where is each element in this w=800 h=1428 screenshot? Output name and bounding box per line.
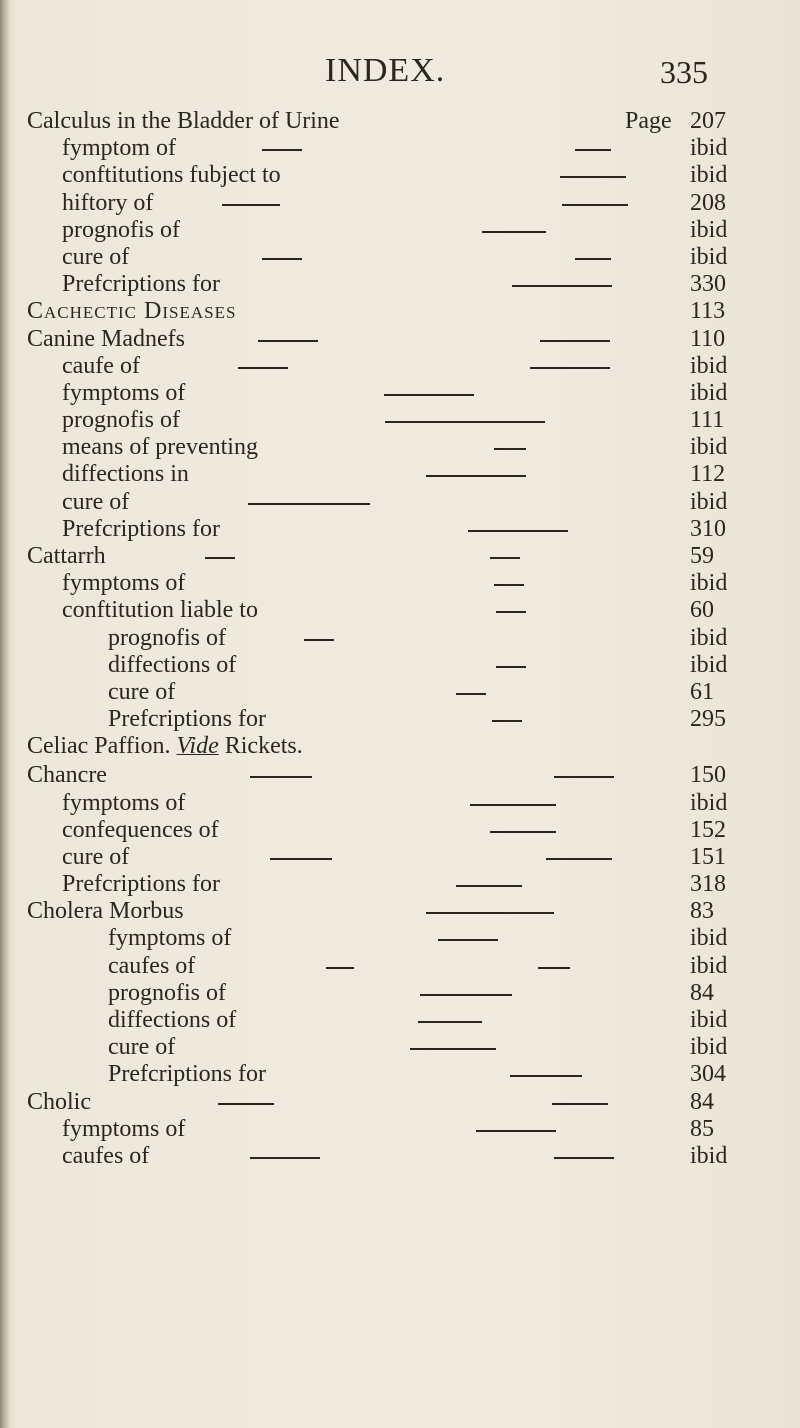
entry-page-ref: 150 — [690, 762, 726, 789]
leader-dash — [438, 939, 498, 941]
leader-dash — [426, 475, 526, 477]
leader-dash — [530, 367, 610, 369]
leader-dash — [562, 204, 628, 206]
index-entry — [0, 108, 800, 135]
entry-label: caufes of — [62, 1142, 150, 1169]
entry-page-ref: 84 — [690, 1088, 714, 1115]
leader-dash — [258, 340, 318, 342]
entry-label: fymptoms of — [108, 925, 232, 952]
index-entry — [0, 817, 800, 844]
index-entry — [0, 733, 800, 762]
entry-page-ref: 208 — [690, 189, 726, 216]
index-entry — [0, 953, 800, 980]
running-head — [0, 52, 800, 92]
entry-page-ref: ibid — [690, 1007, 728, 1033]
entry-page-ref: 60 — [690, 597, 714, 624]
leader-dash — [385, 421, 545, 423]
index-entry — [0, 353, 800, 380]
entry-page-ref: 113 — [690, 298, 726, 325]
leader-dash — [482, 231, 546, 233]
entry-label: Cachectic Diseases — [27, 298, 237, 325]
entry-label: prognofis of — [62, 216, 180, 243]
index-entry — [0, 190, 800, 217]
entry-page-ref: 61 — [690, 678, 714, 705]
entry-label: Prefcriptions for — [62, 515, 220, 542]
leader-dash — [262, 258, 302, 260]
index-entry — [0, 1007, 800, 1034]
index-entry — [0, 762, 800, 789]
index-entry — [0, 217, 800, 244]
entry-page-ref: ibid — [690, 1142, 728, 1169]
leader-dash — [470, 804, 556, 806]
entry-page-ref: 83 — [690, 898, 714, 925]
entry-label: fymptoms of — [62, 1115, 186, 1142]
index-entry — [0, 271, 800, 298]
leader-dash — [494, 584, 524, 586]
entry-label: diffections of — [108, 1007, 237, 1033]
entry-page-ref: ibid — [690, 243, 728, 270]
running-title: INDEX. — [325, 52, 446, 89]
entry-label: caufes of — [108, 952, 196, 979]
entry-label: prognofis of — [108, 979, 226, 1006]
leader-dash — [490, 557, 520, 559]
leader-dash — [418, 1021, 482, 1023]
entry-page-ref: 318 — [690, 871, 726, 898]
entry-label: Prefcriptions for — [108, 706, 266, 733]
leader-dash — [552, 1103, 608, 1105]
index-entry — [0, 625, 800, 652]
leader-dash — [554, 1157, 614, 1159]
index-entry — [0, 543, 800, 570]
index-entry — [0, 1116, 800, 1143]
index-entry — [0, 597, 800, 624]
index-entry — [0, 326, 800, 353]
leader-dash — [410, 1048, 496, 1050]
entry-page-ref: 111 — [690, 407, 725, 434]
entry-label: prognofis of — [62, 407, 180, 434]
leader-dash — [540, 340, 610, 342]
page-word: Page — [625, 108, 672, 134]
leader-dash — [384, 394, 474, 396]
entry-page-ref: ibid — [690, 570, 728, 597]
entry-label: fymptoms of — [62, 789, 186, 816]
index-entry — [0, 706, 800, 733]
entry-page-ref: ibid — [690, 789, 728, 816]
entry-page-ref: 207 — [690, 108, 726, 134]
leader-dash — [250, 776, 312, 778]
index-entry — [0, 652, 800, 679]
entry-page-ref: 295 — [690, 706, 726, 733]
entry-label: means of preventing — [62, 434, 258, 461]
index-entry — [0, 489, 800, 516]
entry-label: fymptoms of — [62, 379, 186, 406]
index-entry — [0, 434, 800, 461]
leader-dash — [326, 967, 354, 969]
leader-dash — [456, 885, 522, 887]
leader-dash — [575, 149, 611, 151]
index-entry — [0, 135, 800, 162]
entry-page-ref: ibid — [690, 135, 728, 162]
index-entries — [0, 108, 800, 1170]
entry-label: Prefcriptions for — [62, 871, 220, 898]
index-entry — [0, 898, 800, 925]
index-entry — [0, 244, 800, 271]
entry-page-ref: 85 — [690, 1115, 714, 1142]
entry-page-ref: ibid — [690, 352, 728, 379]
index-entry — [0, 298, 800, 325]
entry-page-ref: 112 — [690, 461, 726, 488]
leader-dash — [496, 611, 526, 613]
leader-dash — [496, 666, 526, 668]
entry-page-ref: ibid — [690, 952, 728, 979]
leader-dash — [205, 557, 235, 559]
see-also-target: Rickets. — [224, 733, 303, 760]
entry-page-ref: 151 — [690, 843, 726, 870]
entry-label: hiftory of — [62, 189, 154, 216]
leader-dash — [546, 858, 612, 860]
entry-page-ref: ibid — [690, 624, 728, 651]
entry-label: cure of — [108, 1034, 176, 1061]
entry-label: cure of — [62, 488, 130, 515]
entry-page-ref: ibid — [690, 162, 728, 189]
index-entry — [0, 1061, 800, 1088]
entry-label: fymptom of — [62, 135, 176, 162]
leader-dash — [218, 1103, 274, 1105]
index-entry — [0, 871, 800, 898]
entry-page-ref: ibid — [690, 488, 728, 515]
index-entry — [0, 790, 800, 817]
entry-page-ref: 304 — [690, 1061, 726, 1088]
entry-label: cure of — [62, 243, 130, 270]
leader-dash — [575, 258, 611, 260]
entry-label: cure of — [108, 678, 176, 705]
index-entry — [0, 461, 800, 488]
entry-label-text: Celiac Paffion. — [27, 733, 171, 760]
leader-dash — [420, 994, 512, 996]
leader-dash — [250, 1157, 320, 1159]
index-entry — [0, 844, 800, 871]
leader-dash — [222, 204, 280, 206]
index-entry — [0, 1143, 800, 1170]
index-entry — [0, 1034, 800, 1061]
entry-label: diffections of — [108, 651, 237, 678]
entry-label: fymptoms of — [62, 570, 186, 597]
entry-page-ref: ibid — [690, 379, 728, 406]
entry-page-ref: 110 — [690, 325, 726, 352]
entry-page-ref: ibid — [690, 216, 728, 243]
entry-label: Prefcriptions for — [108, 1061, 266, 1088]
leader-dash — [426, 912, 554, 914]
entry-label: diffections in — [62, 461, 189, 488]
entry-page-ref: 84 — [690, 979, 714, 1006]
see-also-word: Vide — [176, 733, 219, 760]
leader-dash — [492, 720, 522, 722]
leader-dash — [490, 831, 556, 833]
entry-page-ref: ibid — [690, 434, 728, 461]
leader-dash — [512, 285, 612, 287]
leader-dash — [510, 1075, 582, 1077]
leader-dash — [476, 1130, 556, 1132]
entry-label: prognofis of — [108, 624, 226, 651]
entry-label: confequences of — [62, 816, 219, 843]
leader-dash — [456, 693, 486, 695]
entry-label: Prefcriptions for — [62, 271, 220, 298]
leader-dash — [262, 149, 302, 151]
leader-dash — [468, 530, 568, 532]
leader-dash — [248, 503, 370, 505]
index-entry — [0, 380, 800, 407]
index-entry — [0, 516, 800, 543]
index-entry — [0, 162, 800, 189]
entry-page-ref: ibid — [690, 651, 728, 678]
entry-label: Cholera Morbus — [27, 898, 184, 925]
index-entry — [0, 679, 800, 706]
page-number: 335 — [660, 54, 708, 90]
entry-page-ref: 330 — [690, 271, 726, 298]
leader-dash — [538, 967, 570, 969]
index-entry — [0, 980, 800, 1007]
leader-dash — [270, 858, 332, 860]
entry-label: caufe of — [62, 352, 140, 379]
entry-page-ref: ibid — [690, 925, 728, 952]
leader-dash — [494, 448, 526, 450]
leader-dash — [304, 639, 334, 641]
entry-label: Chancre — [27, 762, 107, 789]
entry-label: conftitution liable to — [62, 597, 258, 624]
entry-page-ref: 59 — [690, 543, 714, 569]
entry-page-ref: ibid — [690, 1034, 728, 1061]
leader-dash — [560, 176, 626, 178]
entry-label: cure of — [62, 843, 130, 870]
entry-label: Cattarrh — [27, 543, 106, 569]
entry-page-ref: 152 — [690, 816, 726, 843]
index-entry — [0, 1089, 800, 1116]
entry-label — [27, 733, 303, 760]
leader-dash — [554, 776, 614, 778]
index-entry — [0, 570, 800, 597]
entry-label: Calculus in the Bladder of Urine — [27, 108, 340, 134]
entry-label: conftitutions fubject to — [62, 162, 281, 189]
index-entry — [0, 925, 800, 952]
entry-label: Cholic — [27, 1088, 91, 1115]
leader-dash — [238, 367, 288, 369]
entry-label: Canine Madnefs — [27, 325, 185, 352]
entry-page-ref: 310 — [690, 515, 726, 542]
index-entry — [0, 407, 800, 434]
